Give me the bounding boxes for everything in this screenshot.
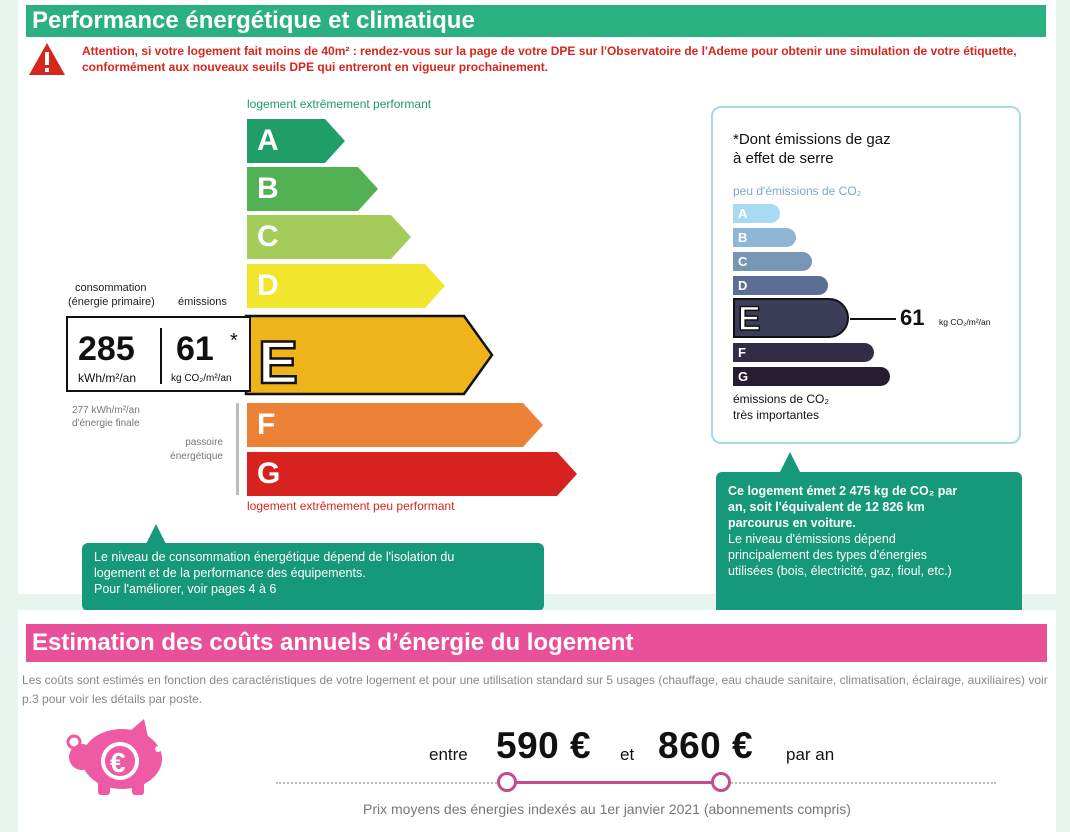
word-entre: entre <box>429 745 468 764</box>
ges-title-line1: *Dont émissions de gaz <box>733 131 891 148</box>
energy-arrow-g <box>247 452 579 496</box>
label-emissions: émissions <box>178 296 227 308</box>
emissions-asterisk: * <box>230 330 238 352</box>
box-divider <box>160 328 162 384</box>
svg-text:€: € <box>110 747 126 778</box>
ges-caption-top: peu d'émissions de CO₂ <box>733 184 862 198</box>
warning-text: Attention, si votre logement fait moins de 40m² : rendez-vous sur la page de votre DPE sur l'Observatoire de l'Ademe pour obtenir une simulation de votre étiquette, conformément aux nouveaux seuils DPE qui entreront en vigueur prochainement. <box>82 44 1017 74</box>
ges-class-f: F <box>733 343 874 362</box>
bubble-right-line1: Ce logement émet 2 475 kg de CO₂ par <box>728 484 958 498</box>
final-energy-value: 277 kWh/m²/an <box>72 405 140 416</box>
energy-class-f: F <box>257 408 276 441</box>
ges-title-line2: à effet de serre <box>733 150 834 167</box>
energy-caption-top: logement extrêmement performant <box>247 97 432 111</box>
bubble-left-line2: logement et de la performance des équipements. <box>94 566 366 580</box>
word-et: et <box>620 745 635 764</box>
emissions-value: 61 <box>176 330 214 368</box>
ges-caption-bottom-2: très importantes <box>733 408 820 422</box>
cost-max: 860 € <box>658 725 754 766</box>
ges-class-b: B <box>733 228 796 247</box>
ges-class-g: G <box>733 367 890 386</box>
ges-unit: kg CO₂/m²/an <box>939 317 991 327</box>
bubble-right-line4: Le niveau d'émissions dépend <box>728 532 896 546</box>
energy-class-b: B <box>257 172 279 205</box>
consumption-value: 285 <box>78 330 135 368</box>
costs-description: Les coûts sont estimés en fonction des caractéristiques de votre logement et pour une utilisation standard sur 5 usages (chauffage, eau chaude sanitaire, climatisation, éclairage, auxiliaires) voir p.3 pour voir les détails par poste. <box>22 673 1048 706</box>
ges-class-a: A <box>733 204 780 223</box>
energy-class-d: D <box>257 269 279 302</box>
warning-icon <box>28 42 66 76</box>
cost-range-min-marker <box>497 772 517 792</box>
energy-class-c: C <box>257 220 279 253</box>
bubble-left-line1: Le niveau de consommation énergétique dépend de l'isolation du <box>94 550 455 564</box>
info-bubble-ges <box>716 472 1022 615</box>
svg-text:E: E <box>258 329 299 396</box>
word-par-an: par an <box>786 745 835 764</box>
energy-caption-bottom: logement extrêmement peu performant <box>247 499 455 513</box>
ges-value: 61 <box>900 305 925 330</box>
ges-title <box>733 130 891 168</box>
bubble-left-tip <box>146 524 166 544</box>
cost-range-line <box>507 781 721 784</box>
bubble-left-line3: Pour l'améliorer, voir pages 4 à 6 <box>94 582 277 596</box>
energy-arrow-f <box>247 403 545 447</box>
ges-caption-bottom <box>733 391 829 423</box>
passoire-bracket <box>236 403 239 495</box>
label-energie-primaire: (énergie primaire) <box>68 296 155 308</box>
passoire-label-2: énergétique <box>170 451 223 462</box>
cost-range-max-marker <box>711 772 731 792</box>
ges-class-c: C <box>733 252 812 271</box>
energy-class-g: G <box>257 457 281 490</box>
bubble-right-tip <box>780 452 800 472</box>
energy-arrow-e <box>244 314 496 396</box>
info-bubble-energy <box>82 543 544 611</box>
final-energy-label: d'énergie finale <box>72 418 140 429</box>
bubble-right-line2: an, soit l'équivalent de 12 826 km <box>728 500 925 514</box>
prix-note: Prix moyens des énergies indexés au 1er janvier 2021 (abonnements compris) <box>363 801 851 817</box>
consumption-box <box>66 316 251 392</box>
section-title-energy: Performance énergétique et climatique <box>26 5 1046 37</box>
bubble-right-line5: principalement des types d'énergies <box>728 548 928 562</box>
piggy-bank-euro-icon <box>60 717 175 799</box>
ges-class-d: D <box>733 276 828 295</box>
emissions-unit: kg CO₂/m²/an <box>171 373 232 384</box>
ges-pointer-line <box>850 318 896 320</box>
bubble-right-line6: utilisées (bois, électricité, gaz, fioul, etc.) <box>728 564 952 578</box>
label-consommation: consommation <box>75 282 147 294</box>
bubble-right-line3: parcourus en voiture. <box>728 516 856 530</box>
ges-class-e: E <box>738 300 761 338</box>
consumption-unit: kWh/m²/an <box>78 371 137 385</box>
ges-class-e-current <box>733 298 849 338</box>
cost-min: 590 € <box>496 725 592 766</box>
passoire-label-1: passoire <box>185 437 223 448</box>
section-title-costs: Estimation des coûts annuels d’énergie du logement <box>26 624 1047 662</box>
ges-caption-bottom-1: émissions de CO₂ <box>733 392 830 406</box>
energy-class-a: A <box>257 124 279 157</box>
